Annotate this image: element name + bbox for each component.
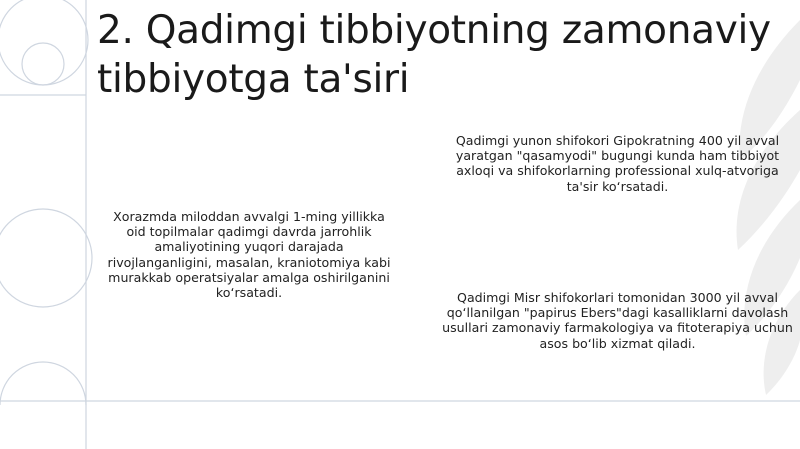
decor-circle-small-top bbox=[22, 43, 64, 85]
decor-circle-large-bottom bbox=[0, 209, 92, 307]
paragraph-khorezm-surgery: Xorazmda miloddan avvalgi 1-ming yillikka oid topilmalar qadimgi davrda jarrohlik amaliyotining yuqori darajada rivojlanganligini, masalan, kraniotomiya kabi murakkab operatsiyalar amalga oshirilganini ko‘rsatadi. bbox=[107, 209, 391, 301]
decor-arc-bottom bbox=[0, 362, 86, 405]
slide-title: 2. Qadimgi tibbiyotning zamonaviy tibbiyotga ta'siri bbox=[97, 8, 771, 102]
paragraph-hippocratic-oath: Qadimgi yunon shifokori Gipokratning 400 yil avval yaratgan "qasamyodi" bugungi kunda ham tibbiyot axloqi va shifokorlarning professional xulq-atvoriga ta'sir ko‘rsatadi. bbox=[455, 133, 780, 194]
paragraph-ebers-papyrus: Qadimgi Misr shifokorlari tomonidan 3000 yil avval qo‘llanilgan "papirus Ebers"dagi kasalliklarni davolash usullari zamonaviy farmakologiya va fitoterapiya uchun asos bo‘lib xizmat qiladi. bbox=[442, 290, 793, 351]
